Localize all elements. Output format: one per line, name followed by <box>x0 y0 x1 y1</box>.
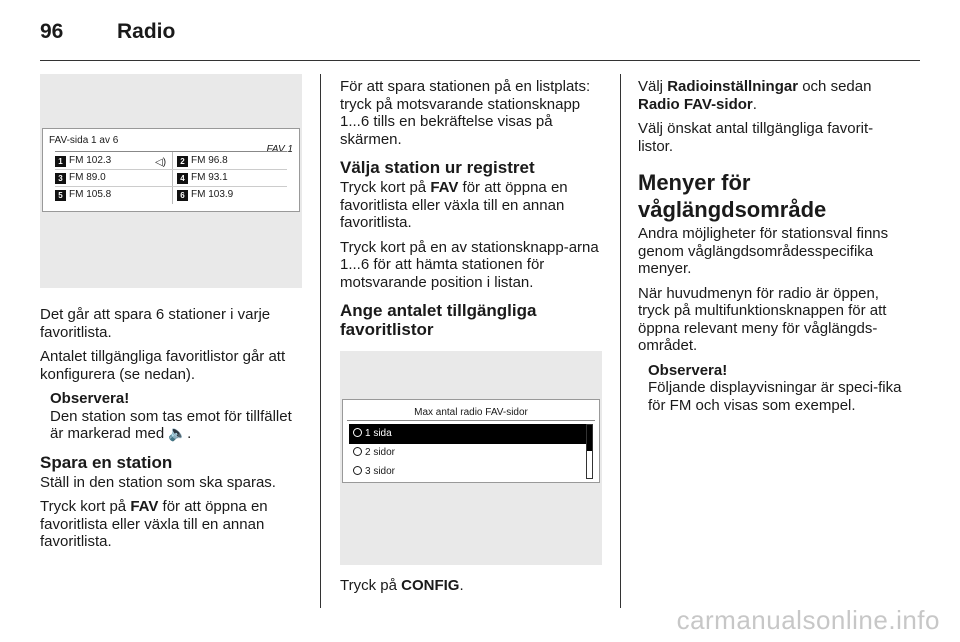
fav-keyword: FAV <box>130 498 159 515</box>
note-title: Observera! <box>648 361 728 379</box>
section-title: Radio <box>117 20 176 43</box>
option-3-pages[interactable]: 3 sidor <box>349 462 589 482</box>
fav-tab-label: FAV 1 <box>266 144 293 155</box>
column-divider-1 <box>320 74 321 608</box>
note-block: Observera! Följande displayvisningar är speci-fika för FM och visas som exempel. <box>648 361 902 414</box>
note-block: Observera! Den station som tas emot för tillfället är markerad med 🔈. <box>50 390 292 442</box>
speaker-icon: ◁) <box>155 157 167 168</box>
watermark: carmanualsonline.info <box>676 605 940 635</box>
radio-settings-keyword: Radioinställningar <box>667 78 799 95</box>
fav-station-2[interactable]: 2 FM 96.8 <box>177 152 228 170</box>
fav-screen-title: FAV-sida 1 av 6 <box>49 135 119 146</box>
fav-count-title: Max antal radio FAV-sidor <box>414 407 528 418</box>
paragraph: Det går att spara 6 stationer i varje favoritlista. <box>40 306 271 341</box>
scrollbar[interactable] <box>586 424 593 479</box>
fav-count-screen-illustration <box>340 351 602 565</box>
paragraph: Tryck kort på FAV för att öppna en favoritlista eller växla till en annan favoritlista. <box>40 498 268 550</box>
fav-display <box>42 128 300 212</box>
paragraph: Ställ in den station som ska sparas. <box>40 473 276 491</box>
paragraph: Tryck kort på FAV för att öppna en favoritlista eller växla till en annan favoritlista. <box>340 179 568 231</box>
paragraph: När huvudmenyn för radio är öppen, tryck på multifunktionsknappen för att öppna relevant meny för våglängds-området. <box>638 284 887 354</box>
fav-keyword: FAV <box>430 179 459 196</box>
paragraph: För att spara stationen på en listplats: tryck på motsvarande stationsknapp 1...6 tills en bekräftelse visas på skärmen. <box>340 78 591 148</box>
paragraph: Välj Radioinställningar och sedan Radio FAV-sidor. <box>638 78 872 113</box>
heading-select-station: Välja station ur registret <box>340 158 535 177</box>
column-1 <box>40 74 305 558</box>
fav-station-grid <box>55 151 287 203</box>
speaker-icon: 🔈 <box>168 425 188 442</box>
paragraph: Tryck kort på en av stationsknapp-arna 1...6 för att hämta stationen för motsvarande position i listan. <box>340 238 599 291</box>
heading-set-count: Ange antalet tillgängliga favoritlistor <box>340 301 537 339</box>
column-divider-2 <box>620 74 621 608</box>
fav-station-4[interactable]: 4 FM 93.1 <box>177 169 228 187</box>
fav-station-5[interactable]: 5 FM 105.8 <box>55 186 111 204</box>
column-2 <box>340 78 606 602</box>
paragraph: Antalet tillgängliga favoritlistor går att konfigurera (se nedan). <box>40 348 286 383</box>
radio-fav-pages-keyword: Radio FAV-sidor <box>638 95 753 113</box>
fav-count-display <box>342 399 600 483</box>
option-2-pages[interactable]: 2 sidor <box>349 443 589 463</box>
paragraph: Andra möjligheter för stationsval finns genom våglängdsområdesspecifika menyer. <box>638 225 889 277</box>
paragraph: Tryck på CONFIG. <box>340 577 464 594</box>
page-header <box>40 20 920 50</box>
page-number: 96 <box>40 20 64 43</box>
option-1-page[interactable]: 1 sida <box>349 424 589 444</box>
fav-station-1[interactable]: 1 FM 102.3 <box>55 152 111 170</box>
fav-station-3[interactable]: 3 FM 89.0 <box>55 169 106 187</box>
config-keyword: CONFIG <box>401 577 460 594</box>
column-3 <box>638 78 904 414</box>
note-title: Observera! <box>50 390 130 407</box>
fav-station-6[interactable]: 6 FM 103.9 <box>177 186 233 204</box>
heading-band-menus: Menyer för våglängdsområde <box>638 170 827 222</box>
paragraph: Välj önskat antal tillgängliga favorit-listor. <box>638 120 874 155</box>
heading-save-station: Spara en station <box>40 452 173 472</box>
header-rule <box>40 60 920 61</box>
fav-screen-illustration <box>40 74 302 288</box>
